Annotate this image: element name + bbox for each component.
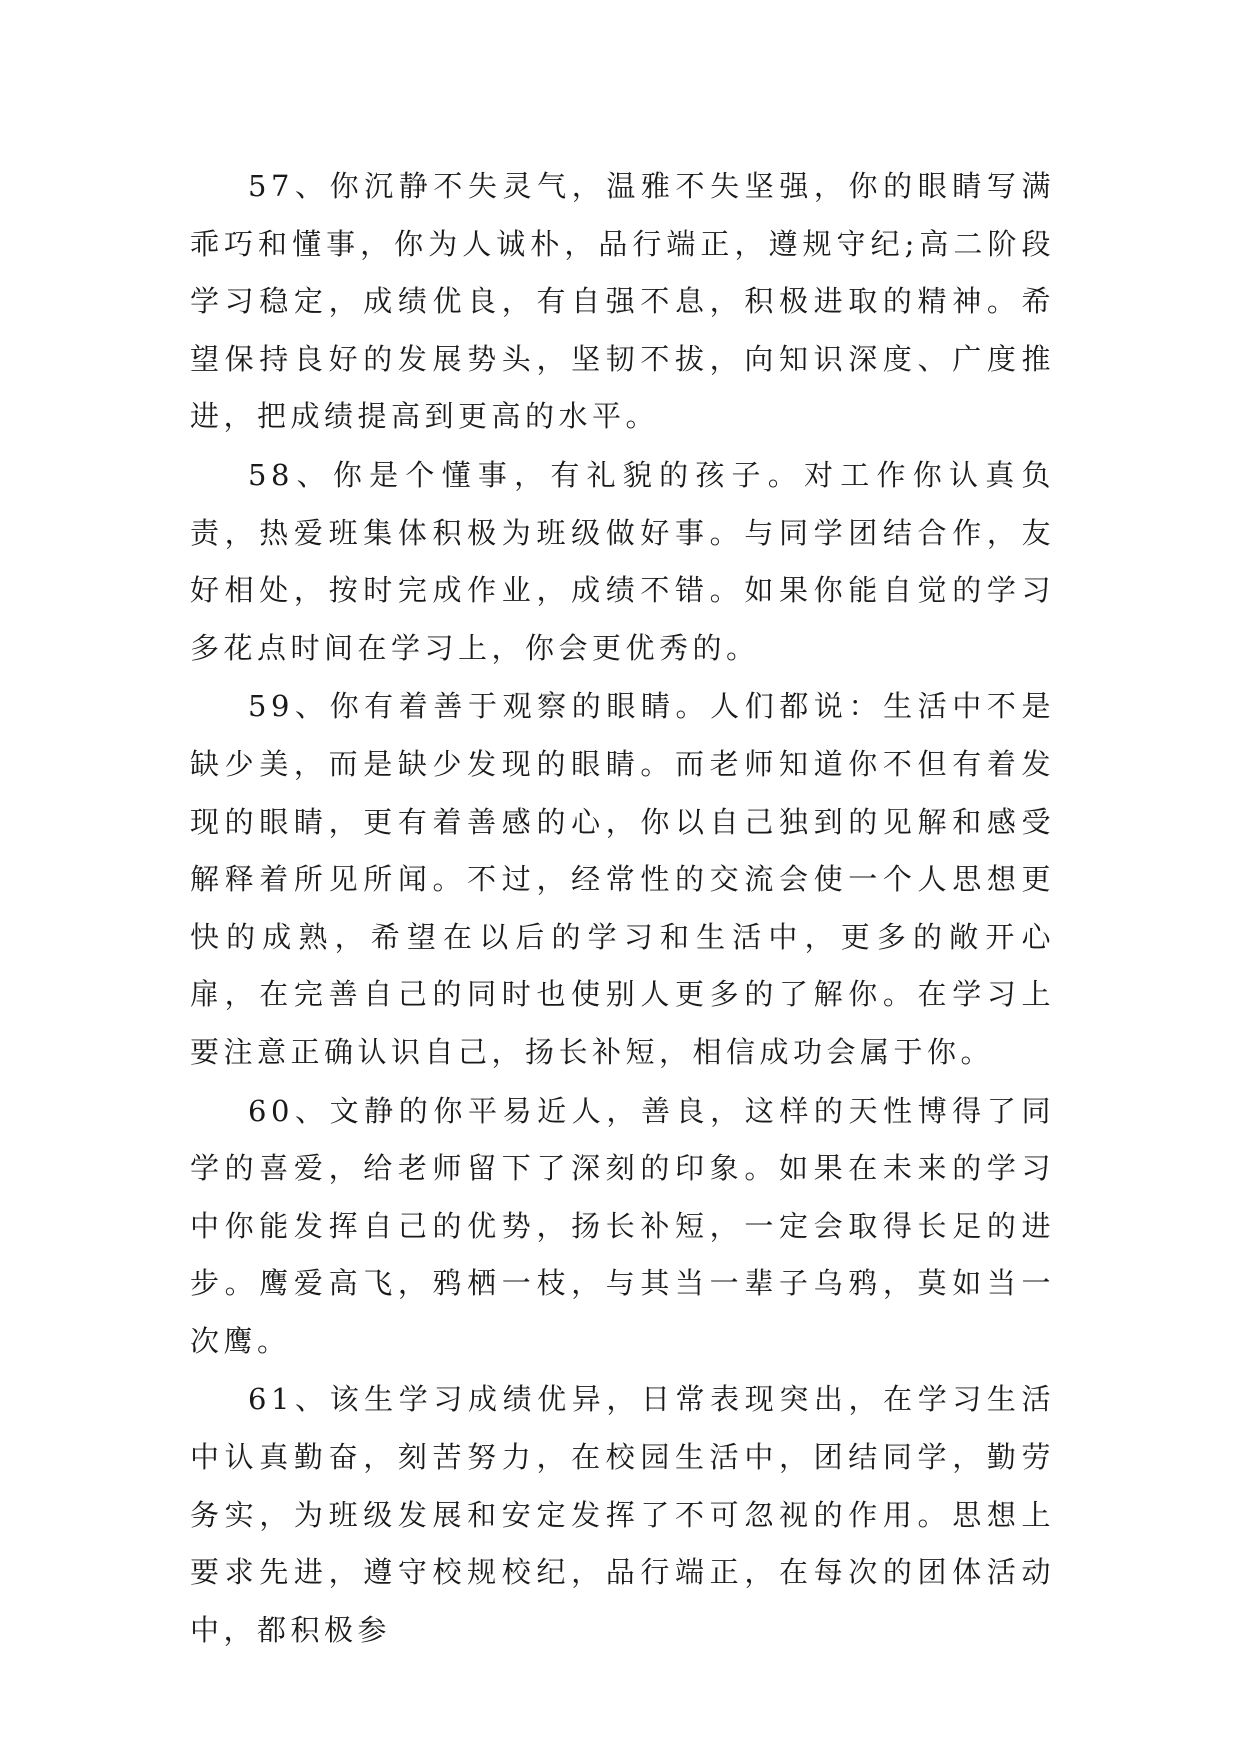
comment-paragraph-59: 59、你有着善于观察的眼睛。人们都说：生活中不是缺少美，而是缺少发现的眼睛。而老师知道你不但有着发现的眼睛，更有着善感的心，你以自己独到的见解和感受解释着所见所闻。不过，经常性的交流会使一个人思想更快的成熟，希望在以后的学习和生活中，更多的敞开心扉，在完善自己的同时也使别人更多的了解你。在学习上要注意正确认识自己，扬长补短，相信成功会属于你。	[190, 689, 1055, 1069]
comment-paragraph-57: 57、你沉静不失灵气，温雅不失坚强，你的眼睛写满乖巧和懂事，你为人诚朴，品行端正，遵规守纪;高二阶段学习稳定，成绩优良，有自强不息，积极进取的精神。希望保持良好的发展势头，坚韧不拔，向知识深度、广度推进，把成绩提高到更高的水平。	[190, 169, 1055, 434]
document-body	[190, 158, 1055, 1660]
comment-paragraph-61: 61、该生学习成绩优异，日常表现突出，在学习生活中认真勤奋，刻苦努力，在校园生活中，团结同学，勤劳务实，为班级发展和安定发挥了不可忽视的作用。思想上要求先进，遵守校规校纪，品行端正，在每次的团体活动中，都积极参	[190, 1382, 1055, 1647]
comment-paragraph-58: 58、你是个懂事，有礼貌的孩子。对工作你认真负责，热爱班集体积极为班级做好事。与同学团结合作，友好相处，按时完成作业，成绩不错。如果你能自觉的学习多花点时间在学习上，你会更优秀的。	[190, 457, 1055, 665]
comment-paragraph-60: 60、文静的你平易近人，善良，这样的天性博得了同学的喜爱，给老师留下了深刻的印象。如果在未来的学习中你能发挥自己的优势，扬长补短，一定会取得长足的进步。鹰爱高飞，鸦栖一枝，与其当一辈子乌鸦，莫如当一次鹰。	[190, 1093, 1055, 1358]
